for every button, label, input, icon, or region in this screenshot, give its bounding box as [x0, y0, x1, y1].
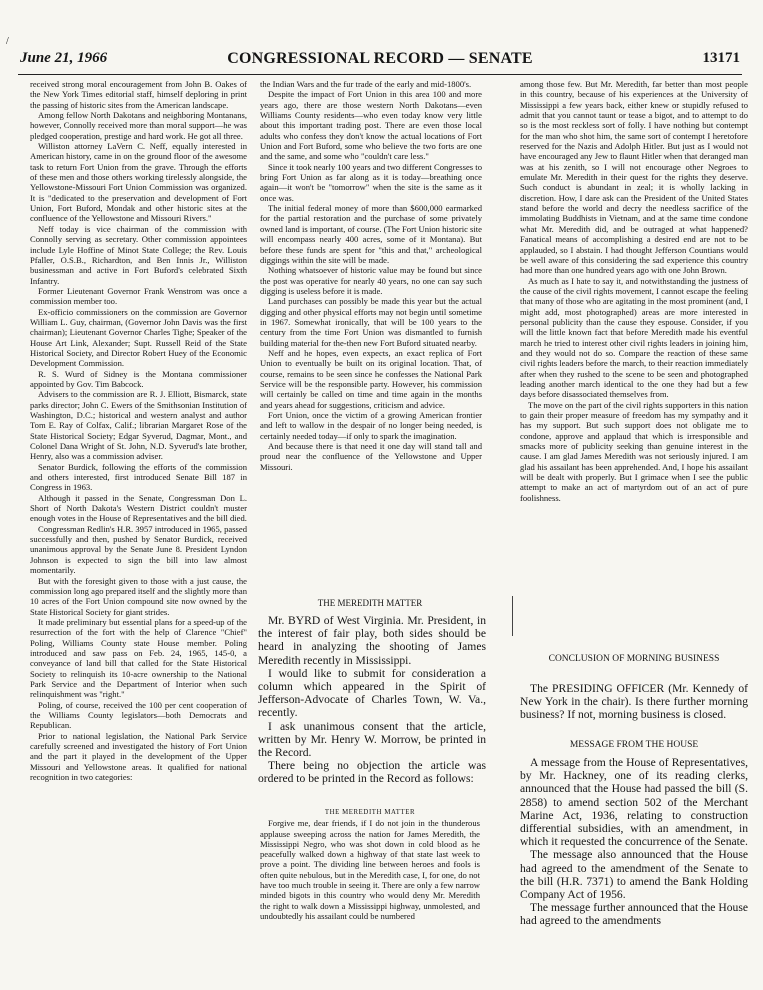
paragraph: I ask unanimous consent that the article, written by Mr. Henry W. Morrow, be printed in the Record. [258, 719, 486, 760]
paragraph: Prior to national legislation, the National Park Service carefully screened and investigated the history of Fort Union and the part it played in the development of the Upper Missouri and Yellowstone areas. It qualified for national recognition in two categories: [30, 730, 247, 783]
column-3 [520, 79, 748, 503]
paragraph: The message also announced that the House had agreed to the amendment of the Senate to the bill (H.R. 7371) to amend the Bank Holding Company Act of 1956. [520, 848, 748, 902]
paragraph: Ex-officio commissioners on the commission are Governor William L. Guy, chairman, (Governor John Davis was the first chairman); Lieutenant Governor Charles Tighe; Speaker of the House Art Link, Alexander; Supt. Russell Reid of the State Historical Society, and Director Robert Huey of the Economic Development Commission. [30, 306, 247, 369]
paragraph: among those few. But Mr. Meredith, far better than most people in this country, because of his experiences at the University of Mississippi a few years back, either knew or stupidly refused to admit that you cannot taunt or tease a bigot, and to attempt to do so is the most reckless sort of folly. I have nothing but contempt for the man who shot him, the same sort of contempt I heretofore reserved for the Nazis and Adolph Hitler. But just as I would not have encouraged any Jew to flaunt Hitler when that deranged man was at his zenith, so I will not encourage other Negroes to emulate Mr. Meredith in their quest for the rights they deserve. Such conduct is abundant in zeal; it is wholly lacking in discretion. How, I dare ask can the President of the United States stand before the world and decry the needless sacrifice of the immolating Buddhists in Vietnam, and at the same time condone what Mr. Meredith did, and be outraged at what happened? Fanatical means of accomplishing a desired end are not to be applauded, so I abstain. I had thought Jefferson Countians would be well aware of this considering the sad experience this country had more than one hundred years ago with one John Brown. [520, 79, 748, 276]
paragraph: Williston attorney LaVern C. Neff, equally interested in American history, came in on the ground floor of the awesome task to return Fort Union from the grave. Through the efforts of these men and those others working tirelessly alongside, the Yellowstone-Missouri Fort Union Commission was organized. It is "dedicated to the preservation and development of Fort Union, Fort Buford, Mondak and other historic sites at the confluence of the Yellowstone and Missouri Rivers." [30, 141, 247, 224]
paragraph: Senator Burdick, following the efforts of the commission and others interested, first introduced Senate Bill 187 in Congress in 1963. [30, 461, 247, 493]
section-heading-house-message: MESSAGE FROM THE HOUSE [569, 740, 699, 750]
paragraph: And because there is that need it one day will stand tall and proud near the confluence of the Yellowstone and Upper Missouri. [260, 441, 482, 472]
paragraph: Since it took nearly 100 years and two different Congresses to bring Fort Union as far along as it is today—breathing once again—it won't be "tomorrow" when the site is the same as it once was. [260, 161, 482, 203]
paragraph: Despite the impact of Fort Union in this area 100 and more years ago, there are those western North Dakotans—even Williams County residents—who even today know very little about this important trading post. There are even those local adults who confess they don't know the actual locations of Fort Union and Fort Buford, some who believe the two forts are one and the same, and some who "couldn't care less." [260, 89, 482, 162]
paragraph: Fort Union, once the victim of a growing American frontier and left to wallow in the despair of no longer being needed, is certainly needed today—if only to spark the imagination. [260, 410, 482, 441]
meredith-article [260, 808, 480, 921]
paragraph: The PRESIDING OFFICER (Mr. Kennedy of New York in the chair). Is there further morning business? If not, morning business is closed. [520, 682, 748, 722]
margin-bracket [512, 596, 521, 636]
paragraph: the Indian Wars and the fur trade of the early and mid-1800's. [260, 79, 472, 89]
column-2-top [260, 79, 482, 472]
page-header [20, 50, 740, 72]
section-heading-morning-business: CONCLUSION OF MORNING BUSINESS [548, 654, 720, 664]
article-subheading: THE MEREDITH MATTER [324, 809, 416, 816]
paragraph: Neff today is vice chairman of the commission with Connolly serving as secretary. Other commission appointees include Lyle Hoffine of Minot State College; the Rev. Louis Pfaller, O.S.B., Richardton, and Ben Innis Jr., Williston businessman and active in Fort Buford's celebrated Sixth Infantry. [30, 223, 247, 286]
paragraph: It made preliminary but essential plans for a speed-up of the resurrection of the fort with the help of Clarence "Chief" Poling, Williams County state House member. Poling introduced and saw pass on Feb. 24, 1965, 145-0, a conveyance of land bill that called for the State Historical Society to relinquish its 10-acre ownership to the National Park Service and the Department of Interior when such relinquishment was "right." [30, 616, 247, 700]
paragraph: Forgive me, dear friends, if I do not join in the thunderous applause sweeping across the nation for James Meredith, the Mississippi Negro, who was shot down in cold blood as he peacefully walked down a highway of that state last week to prove a point. The dividing line between heroes and fools is often quite nebulous, but in the Meredith case, I, for one, do not have too much trouble in seeing it. There are only a few narrow minded bigots in this country who would deny Mr. Meredith the right to walk down a Mississippi highway, unmolested, and undoubtedly his assailant could be numbered [260, 818, 480, 921]
paragraph: Among fellow North Dakotans and neighboring Montanans, however, Connolly received more than moral support—he was pledged cooperation, prestige and hard work. He got all three. [30, 110, 247, 141]
paragraph: A message from the House of Representatives, by Mr. Hackney, one of its reading clerks, announced that the House had passed the bill (S. 2858) to amend section 502 of the Merchant Marine Act, 1936, relating to construction differential subsidies, with an amendment, in which it requested the concurrence of the Senate. [520, 756, 748, 849]
paragraph: received strong moral encouragement from John B. Oakes of the New York Times editorial staff, himself deploring in print the passing of historic sites from the American landscape. [30, 79, 247, 110]
header-title: CONGRESSIONAL RECORD — SENATE [227, 50, 533, 67]
header-page-number: 13171 [702, 50, 740, 66]
paragraph: The move on the part of the civil rights supporters in this nation to gain their proper measure of freedom has my sympathy and it has my support. But such support does not obligate me to condone, approve and applaud that which is irresponsible and smacks more of publicity seeking than genuine interest in the cause. I am glad James Meredith was not seriously injured. I am glad his assailant has been apprehended. And, I hope his assailant will be dealt with properly. But I grimace when I see the public attempt to make an act of martyrdom out of an act of pure foolishness. [520, 399, 748, 503]
paragraph: There being no objection the article was ordered to be printed in the Record as follows: [258, 759, 486, 786]
paragraph: The message further announced that the House had agreed to the amendments [520, 901, 748, 928]
paragraph: The initial federal money of more than $600,000 earmarked for the partial restoration and the purchase of some privately owned land is important, of course. (The Fort Union historic site will encompass nearly 400 acres, some of it Montana). But before these funds are spent for "this and that," archeological diggings within the site will be made. [260, 203, 482, 265]
paragraph: Poling, of course, received the 100 per cent cooperation of the Williams County legislators—both Democrats and Republican. [30, 699, 247, 731]
paragraph: As much as I hate to say it, and notwithstanding the justness of the cause of the civil rights movement, I cannot escape the feeling that many of those who are agitating in the most prominent (and, I might add, most photographed) areas are more interested in personal publicity than the cause they espouse. Consider, if you will the little known fact that before Meredith made his eventful march he tried to interest other civil rights leaders in joining him, and they would not do so. Compare the reaction of these same civil rights leaders before the march, to their reaction immediately after when they rushed to the scene to be seen and photographed leading another march identical to the one they had but a few days before disassociated themselves from. [520, 275, 748, 400]
paragraph: Former Lieutenant Governor Frank Wenstrom was once a commission member too. [30, 285, 247, 307]
house-message-text [520, 756, 748, 928]
paragraph: Land purchases can possibly be made this year but the actual digging and other physical efforts may not begin until sometime in 1967. Somewhat ironically, that will be 100 years to the century from the time Fort Union was dismantled to furnish building material for the-then new Fort Buford situated nearby. [260, 296, 482, 348]
paragraph: I would like to submit for consideration a column which appeared in the Spirit of Jefferson-Advocate of Charles Town, W. Va., recently. [258, 666, 486, 720]
paragraph: R. S. Wurd of Sidney is the Montana commissioner appointed by Gov. Tim Babcock. [30, 368, 247, 389]
paragraph: Congressman Redlin's H.R. 3957 introduced in 1965, passed successfully and then, pushed by Senator Burdick, received unanimous approval by the Senate June 8. President Lyndon Johnson is expected to sign the bill into law almost momentarily. [30, 523, 247, 576]
margin-mark: / [6, 36, 9, 47]
header-date: June 21, 1966 [20, 50, 108, 66]
paragraph: Nothing whatsoever of historic value may be found but since the post was operative for nearly 40 years, no one can say such digging is useless before it is made. [260, 265, 482, 296]
paragraph: Mr. BYRD of West Virginia. Mr. President, in the interest of fair play, both sides should be heard in analyzing the shooting of James Meredith recently in Mississippi. [258, 614, 486, 667]
paragraph: Advisers to the commission are R. J. Elliott, Bismarck, state parks director; John C. Ewers of the Smithsonian Institution of Washington, D.C.; historical and western analyst and author Tom E. Ray of Colfax, Calif.; librarian Margaret Rose of the State Historical Society; Edgar Syverud, Dagmar, Mont., and Colonel Dana Wright of St. John, N.D. Syverud's late brother, Henry, also was a commission adviser. [30, 389, 247, 462]
meredith-intro [258, 614, 486, 786]
paragraph: Although it passed in the Senate, Congressman Don L. Short of North Dakota's Western District couldn't muster enough votes in the House of Representatives and the bill died. [30, 492, 247, 524]
header-rule [18, 74, 742, 75]
morning-business-text [520, 682, 748, 722]
paragraph: But with the foresight given to those with a just cause, the commission long ago prepared itself and the slightly more than 10 acres of the Fort Union compound site now owned by the State Historical Society for giant strides. [30, 575, 247, 617]
paragraph: Neff and he hopes, even expects, an exact replica of Fort Union to eventually be built on its original location. That, of course, remains to be seen since he confesses the National Park Service will be the responsible party. However, his commission will certainly be called on time and time again in the months and years ahead for suggestions, criticism and advice. [260, 347, 482, 410]
section-heading-meredith: THE MEREDITH MATTER [317, 598, 423, 608]
column-1 [30, 79, 247, 782]
